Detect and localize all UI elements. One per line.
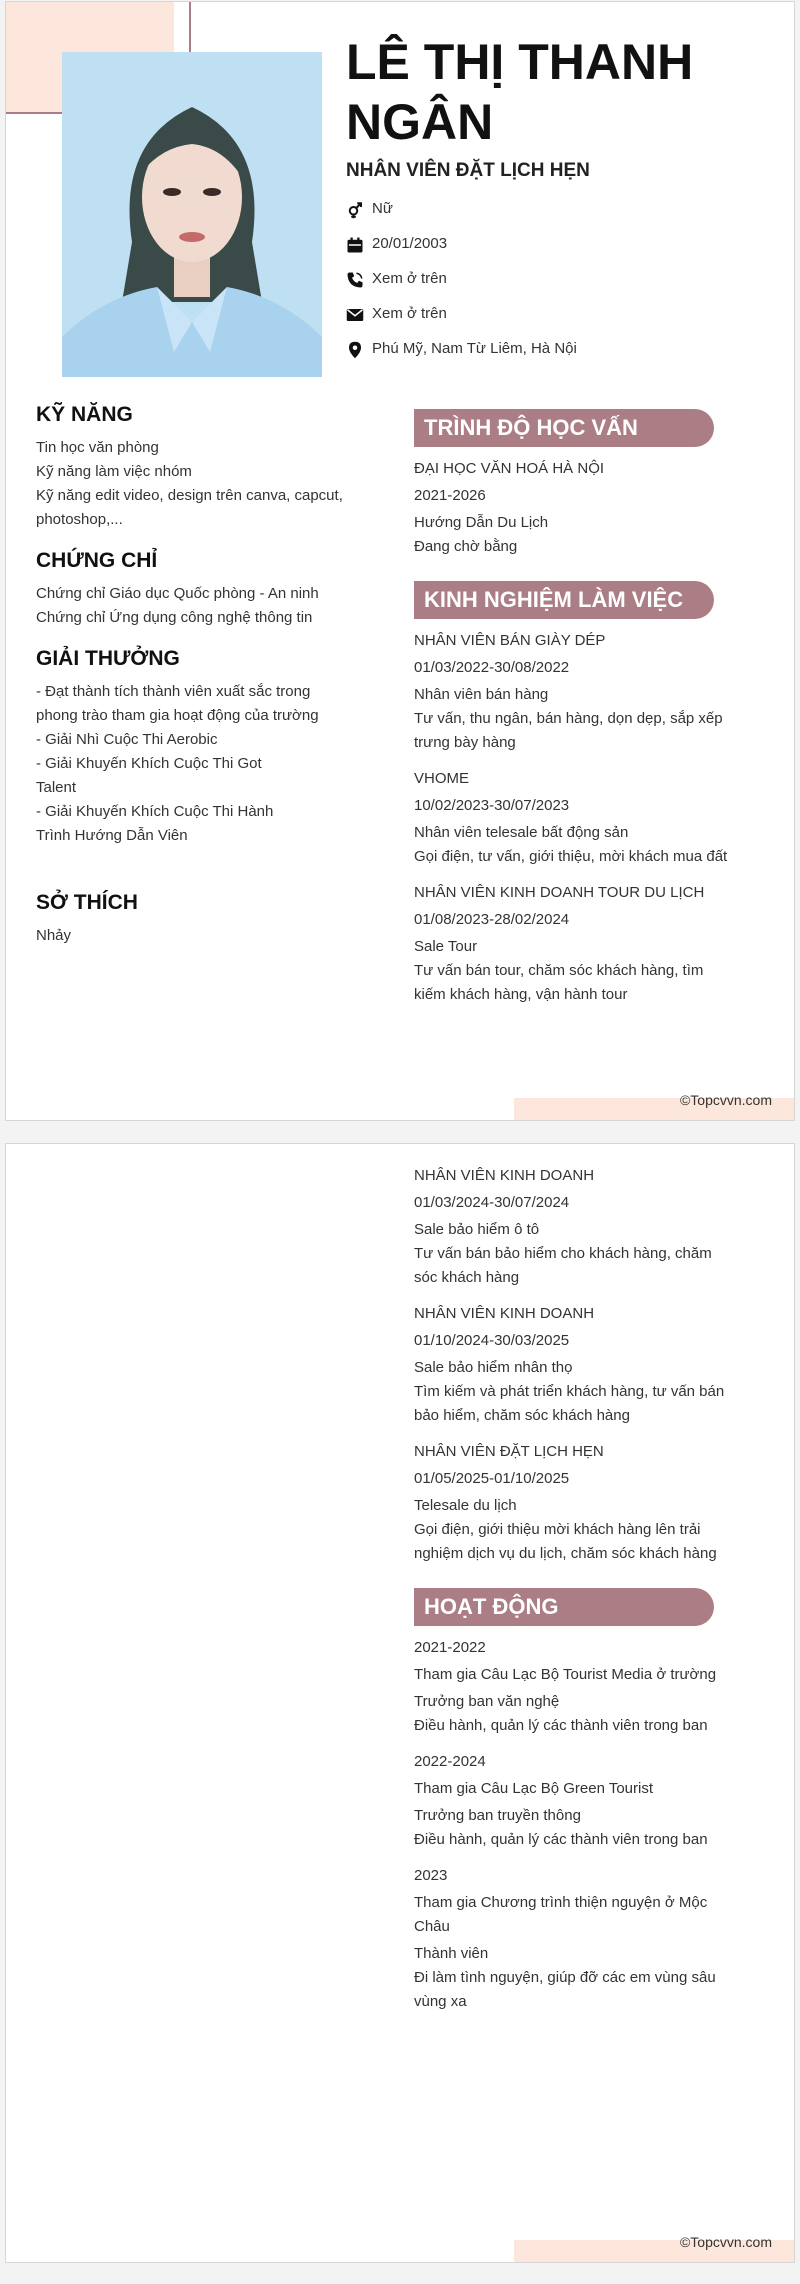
experience-entry xyxy=(414,629,754,755)
section-title-hobbies: SỞ THÍCH xyxy=(36,891,138,914)
award-line: - Giải Khuyến Khích Cuộc Thi Got xyxy=(36,755,262,772)
education-major: Hướng Dẫn Du Lịch xyxy=(414,514,549,531)
candidate-name: LÊ THỊ THANH NGÂN xyxy=(346,34,694,150)
skill-line: Tin học văn phòng xyxy=(36,439,159,456)
copyright-text: ©Topcvvn.com xyxy=(679,1092,772,1108)
right-column-page-2 xyxy=(414,1164,754,2036)
info-gender-text: Nữ xyxy=(372,200,393,217)
section-title-awards: GIẢI THƯỞNG xyxy=(36,647,180,670)
activity-organization: Tham gia Câu Lạc Bộ Green Tourist xyxy=(414,1780,654,1797)
activity-entry xyxy=(414,1636,754,1738)
info-email xyxy=(346,305,577,340)
skill-line: photoshop,... xyxy=(36,511,123,528)
experience-position: Nhân viên bán hàng xyxy=(414,686,549,703)
calendar-icon xyxy=(346,235,368,255)
experience-period: 01/05/2025-01/10/2025 xyxy=(414,1470,570,1487)
skill-line: Kỹ năng làm việc nhóm xyxy=(36,463,192,480)
activity-organization: Châu xyxy=(414,1918,450,1935)
experience-entry xyxy=(414,1440,754,1566)
section-activities xyxy=(414,1588,754,2014)
experience-company: NHÂN VIÊN KINH DOANH xyxy=(414,1167,595,1184)
experience-period: 01/03/2022-30/08/2022 xyxy=(414,659,570,676)
experience-company: NHÂN VIÊN KINH DOANH TOUR DU LỊCH xyxy=(414,884,705,901)
info-gender xyxy=(346,200,577,235)
experience-position: Sale Tour xyxy=(414,938,478,955)
decor-line-horizontal xyxy=(6,112,62,114)
info-birthday xyxy=(346,235,577,270)
info-phone-text: Xem ở trên xyxy=(372,270,447,287)
right-column-page-1 xyxy=(414,409,754,1029)
activity-organization: Tham gia Câu Lạc Bộ Tourist Media ở trường xyxy=(414,1666,717,1683)
activity-organization: Tham gia Chương trình thiện nguyện ở Mộc xyxy=(414,1894,708,1911)
experience-entry xyxy=(414,1302,754,1428)
location-icon xyxy=(346,340,368,360)
section-skills xyxy=(36,400,366,532)
phone-icon xyxy=(346,270,368,290)
award-line: Talent xyxy=(36,779,77,796)
activity-role: Trưởng ban truyền thông xyxy=(414,1807,581,1824)
activity-entry xyxy=(414,1750,754,1852)
experience-description: kiếm khách hàng, vận hành tour xyxy=(414,986,628,1003)
activity-role: Trưởng ban văn nghệ xyxy=(414,1693,560,1710)
gender-icon xyxy=(346,200,368,220)
left-column xyxy=(36,400,366,962)
experience-description: nghiệm dịch vụ du lịch, chăm sóc khách hàng xyxy=(414,1545,717,1562)
experience-description: Gọi điện, tư vấn, giới thiệu, mời khách mua đất xyxy=(414,848,728,865)
experience-position: Telesale du lịch xyxy=(414,1497,517,1514)
email-icon xyxy=(346,305,368,325)
section-title-activities: HOẠT ĐỘNG xyxy=(414,1588,714,1626)
info-birthday-text: 20/01/2003 xyxy=(372,235,448,252)
experience-period: 01/03/2024-30/07/2024 xyxy=(414,1194,570,1211)
activity-description: vùng xa xyxy=(414,1993,467,2010)
job-title: NHÂN VIÊN ĐẶT LỊCH HẸN xyxy=(346,160,590,181)
experience-period: 01/10/2024-30/03/2025 xyxy=(414,1332,570,1349)
experience-entry xyxy=(414,767,754,869)
activity-entry xyxy=(414,1864,754,2014)
profile-photo xyxy=(62,52,322,377)
experience-position: Sale bảo hiểm ô tô xyxy=(414,1221,540,1238)
info-phone xyxy=(346,270,577,305)
experience-description: Tìm kiếm và phát triển khách hàng, tư vấn bán xyxy=(414,1383,725,1400)
contact-info-list xyxy=(346,200,577,375)
experience-description: Gọi điện, giới thiệu mời khách hàng lên trải xyxy=(414,1521,701,1538)
info-address xyxy=(346,340,577,375)
experience-description: trưng bày hàng xyxy=(414,734,516,751)
experience-description: sóc khách hàng xyxy=(414,1269,520,1286)
section-title-certificates: CHỨNG CHỈ xyxy=(36,549,158,572)
education-entry xyxy=(414,457,754,559)
experience-entry xyxy=(414,1164,754,1290)
certificate-line: Chứng chỉ Ứng dụng công nghệ thông tin xyxy=(36,609,313,626)
award-line: - Đạt thành tích thành viên xuất sắc trong xyxy=(36,683,311,700)
activity-description: Điều hành, quản lý các thành viên trong ban xyxy=(414,1831,708,1848)
experience-description: Tư vấn bán tour, chăm sóc khách hàng, tìm xyxy=(414,962,704,979)
award-line: - Giải Khuyến Khích Cuộc Thi Hành xyxy=(36,803,274,820)
activity-period: 2022-2024 xyxy=(414,1753,486,1770)
cv-page-1 xyxy=(5,1,795,1121)
section-education xyxy=(414,409,754,559)
section-title-skills: KỸ NĂNG xyxy=(36,403,133,426)
award-line: - Giải Nhì Cuộc Thi Aerobic xyxy=(36,731,218,748)
activity-period: 2023 xyxy=(414,1867,448,1884)
section-certificates xyxy=(36,546,366,630)
experience-period: 01/08/2023-28/02/2024 xyxy=(414,911,570,928)
activity-role: Thành viên xyxy=(414,1945,489,1962)
section-experience-continued xyxy=(414,1164,754,1566)
experience-description: Tư vấn bán bảo hiểm cho khách hàng, chăm xyxy=(414,1245,712,1262)
experience-company: NHÂN VIÊN BÁN GIÀY DÉP xyxy=(414,632,606,649)
hobby-line: Nhảy xyxy=(36,927,72,944)
experience-description: bảo hiểm, chăm sóc khách hàng xyxy=(414,1407,630,1424)
experience-period: 10/02/2023-30/07/2023 xyxy=(414,797,570,814)
experience-position: Sale bảo hiểm nhân thọ xyxy=(414,1359,573,1376)
activity-period: 2021-2022 xyxy=(414,1639,486,1656)
skill-line: Kỹ năng edit video, design trên canva, capcut, xyxy=(36,487,343,504)
section-hobbies xyxy=(36,888,366,948)
section-experience xyxy=(414,581,754,1007)
experience-description: Tư vấn, thu ngân, bán hàng, dọn dẹp, sắp xếp xyxy=(414,710,723,727)
education-status: Đang chờ bằng xyxy=(414,538,518,555)
experience-company: NHÂN VIÊN KINH DOANH xyxy=(414,1305,595,1322)
certificate-line: Chứng chỉ Giáo dục Quốc phòng - An ninh xyxy=(36,585,319,602)
experience-company: NHÂN VIÊN ĐẶT LỊCH HẸN xyxy=(414,1443,604,1460)
experience-entry xyxy=(414,881,754,1007)
section-title-experience: KINH NGHIỆM LÀM VIỆC xyxy=(414,581,714,619)
experience-company: VHOME xyxy=(414,770,470,787)
section-awards xyxy=(36,644,366,848)
experience-position: Nhân viên telesale bất động sản xyxy=(414,824,629,841)
info-email-text: Xem ở trên xyxy=(372,305,447,322)
section-title-education: TRÌNH ĐỘ HỌC VẤN xyxy=(414,409,714,447)
activity-description: Đi làm tình nguyện, giúp đỡ các em vùng sâu xyxy=(414,1969,716,1986)
award-line: phong trào tham gia hoạt động của trường xyxy=(36,707,319,724)
education-school: ĐẠI HỌC VĂN HOÁ HÀ NỘI xyxy=(414,460,605,477)
activity-description: Điều hành, quản lý các thành viên trong ban xyxy=(414,1717,708,1734)
info-address-text: Phú Mỹ, Nam Từ Liêm, Hà Nội xyxy=(372,340,577,357)
copyright-text: ©Topcvvn.com xyxy=(679,2234,772,2250)
award-line: Trình Hướng Dẫn Viên xyxy=(36,827,188,844)
cv-page-2 xyxy=(5,1143,795,2263)
education-period: 2021-2026 xyxy=(414,487,486,504)
